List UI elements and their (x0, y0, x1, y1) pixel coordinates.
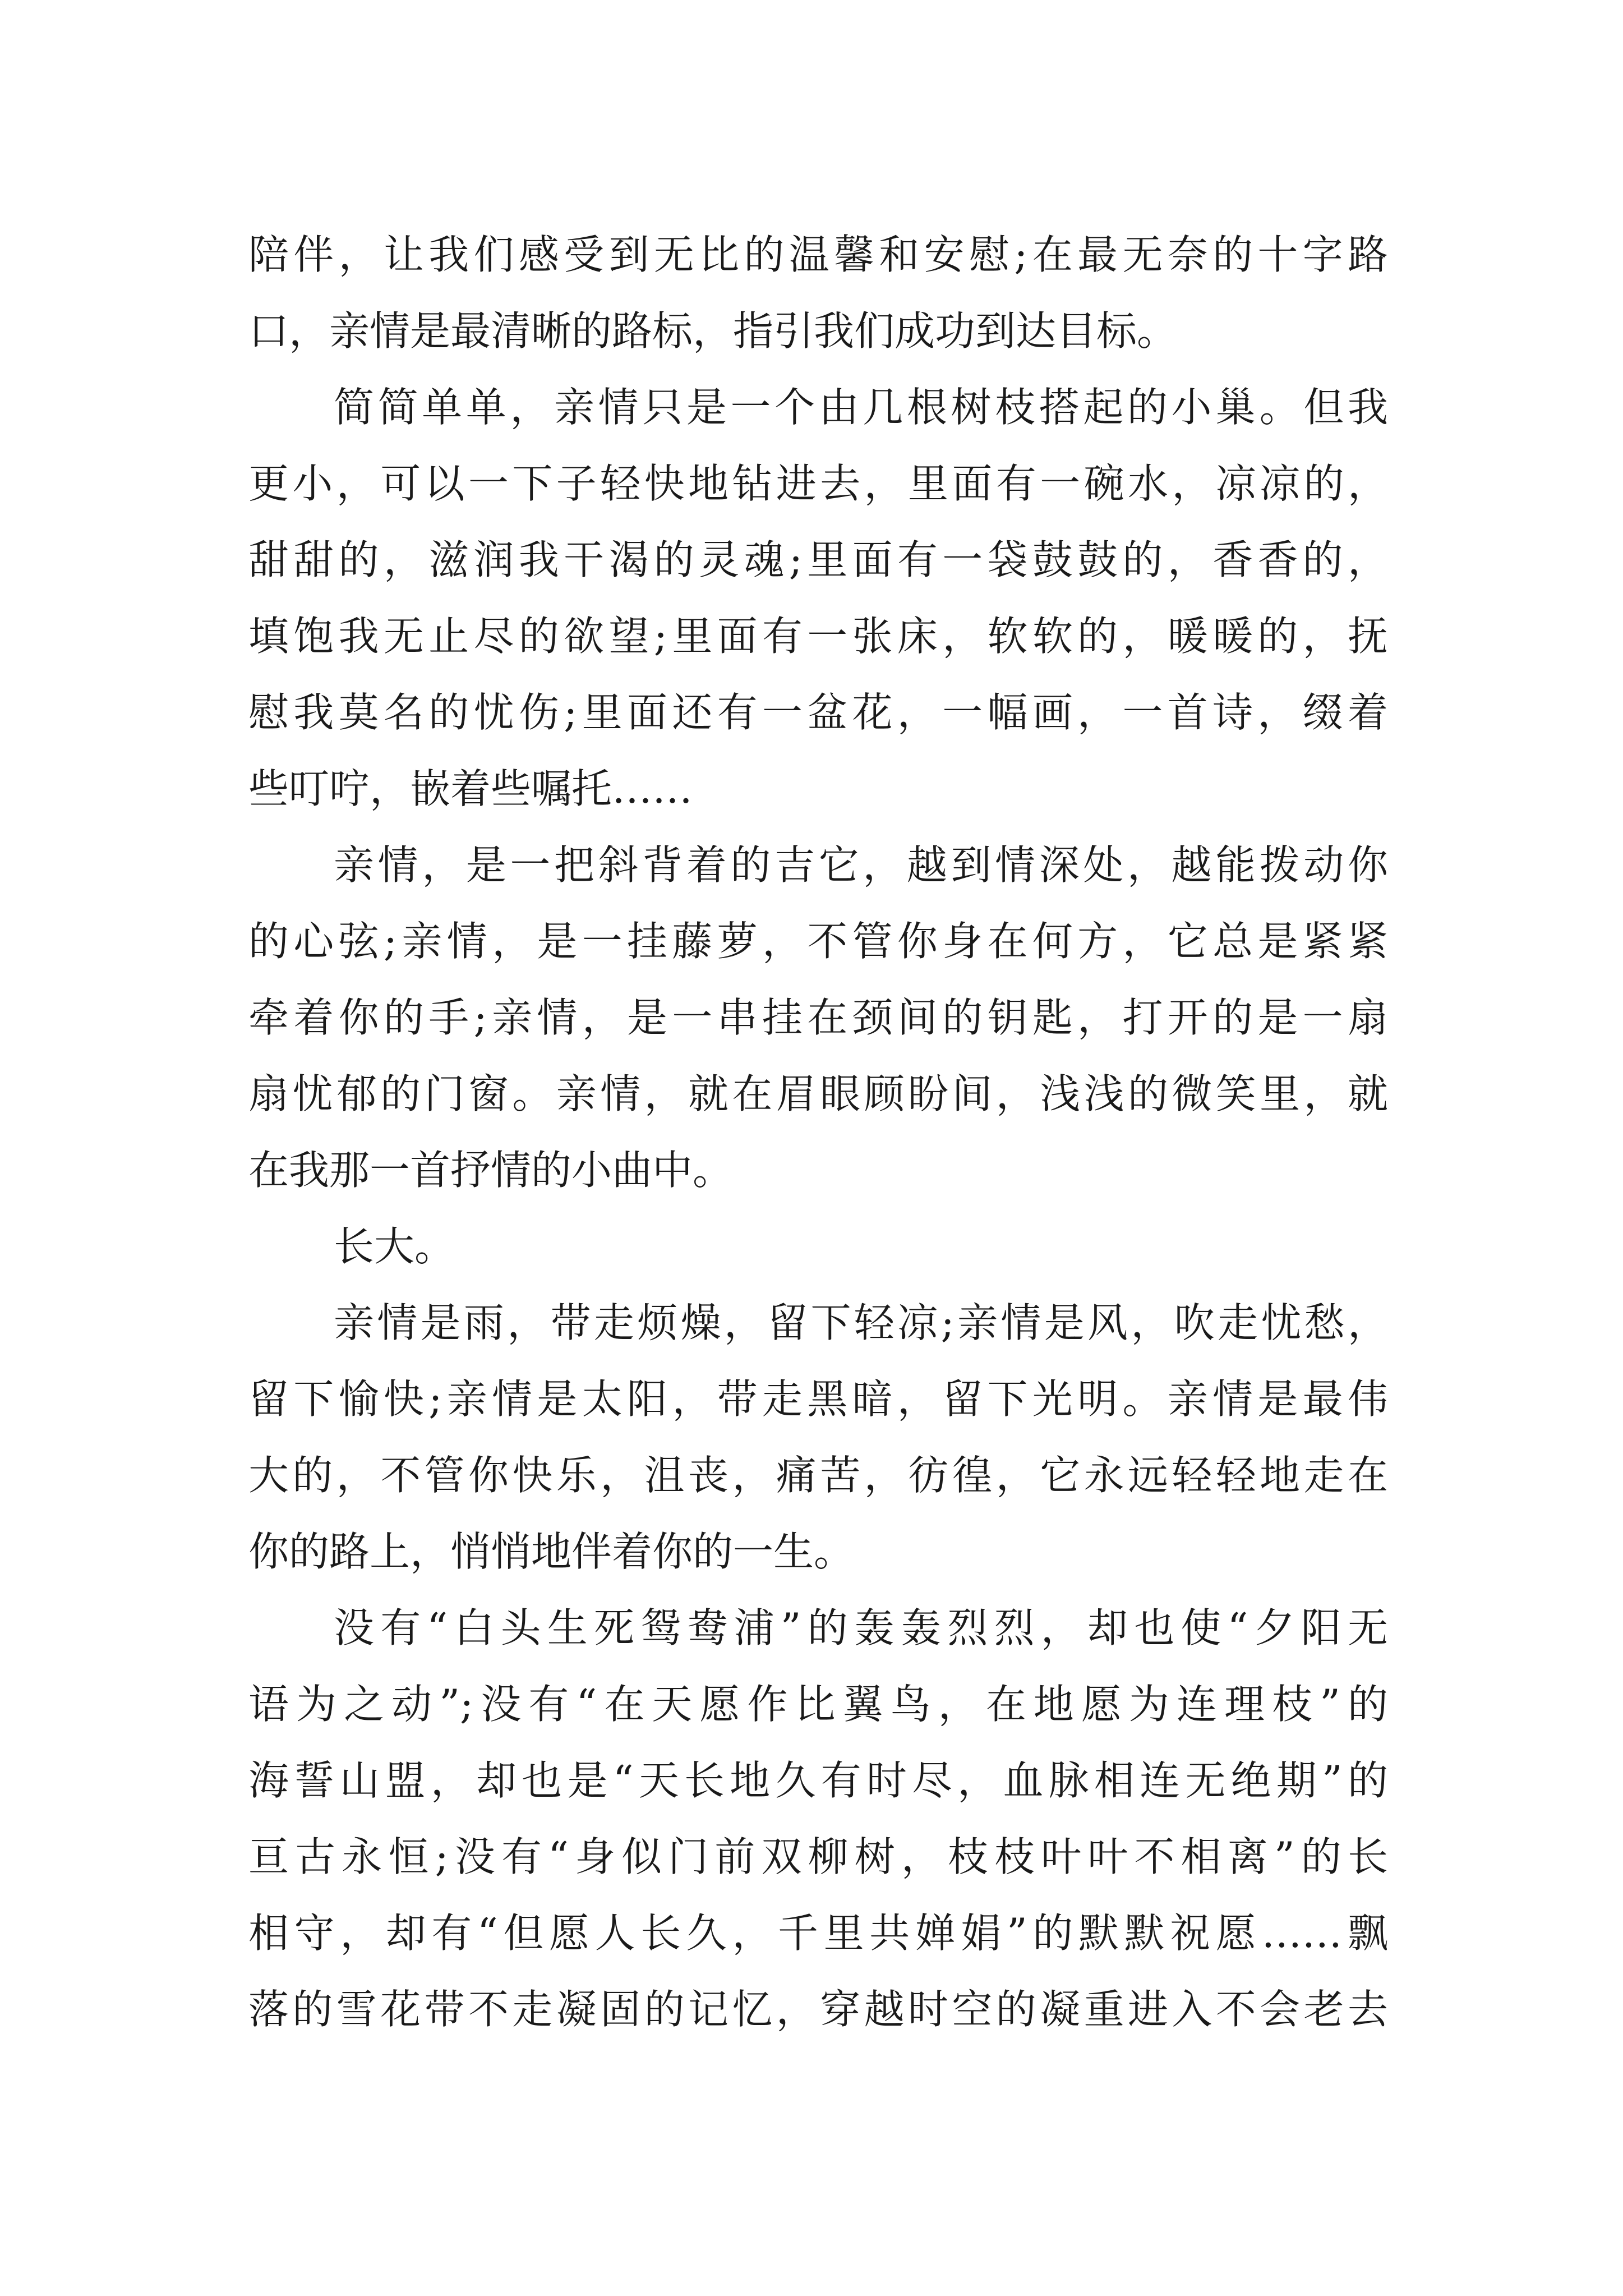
text-line: 填饱我无止尽的欲望;里面有一张床，软软的，暖暖的，抚 (248, 613, 1388, 660)
text-line: 口，亲情是最清晰的路标，指引我们成功到达目标。 (248, 307, 1178, 355)
text-line: 落的雪花带不走凝固的记忆，穿越时空的凝重进入不会老去 (248, 1986, 1388, 2033)
text-line: 没有“白头生死鸳鸯浦”的轰轰烈烈，却也使“夕阳无 (334, 1604, 1388, 1651)
text-line: 亲情是雨，带走烦燥，留下轻凉;亲情是风，吹走忧愁， (334, 1299, 1388, 1346)
text-line: 扇忧郁的门窗。亲情，就在眉眼顾盼间，浅浅的微笑里，就 (248, 1070, 1388, 1117)
text-line: 的心弦;亲情，是一挂藤萝，不管你身在何方，它总是紧紧 (248, 918, 1388, 965)
text-line: 长大。 (334, 1223, 455, 1270)
text-line: 海誓山盟，却也是“天长地久有时尽，血脉相连无绝期”的 (248, 1757, 1388, 1804)
text-line: 在我那一首抒情的小曲中。 (248, 1147, 734, 1194)
text-line: 大的，不管你快乐，沮丧，痛苦，彷徨，它永远轻轻地走在 (248, 1452, 1388, 1499)
text-line: 陪伴，让我们感受到无比的温馨和安慰;在最无奈的十字路 (248, 231, 1388, 278)
text-line: 更小，可以一下子轻快地钻进去，里面有一碗水，凉凉的， (248, 460, 1388, 507)
text-line: 语为之动”;没有“在天愿作比翼鸟，在地愿为连理枝”的 (248, 1681, 1388, 1728)
text-line: 些叮咛，嵌着些嘱托…… (248, 765, 693, 812)
text-line: 留下愉快;亲情是太阳，带走黑暗，留下光明。亲情是最伟 (248, 1375, 1388, 1423)
text-line: 你的路上，悄悄地伴着你的一生。 (248, 1528, 855, 1575)
text-line: 相守，却有“但愿人长久，千里共婵娟”的默默祝愿……飘 (248, 1910, 1388, 1957)
text-line: 亘古永恒;没有“身似门前双柳树，枝枝叶叶不相离”的长 (248, 1833, 1388, 1880)
text-line: 慰我莫名的忧伤;里面还有一盆花，一幅画，一首诗，缀着 (248, 689, 1388, 736)
text-line: 牵着你的手;亲情，是一串挂在颈间的钥匙，打开的是一扇 (248, 994, 1388, 1041)
text-line: 简简单单，亲情只是一个由几根树枝搭起的小巢。但我 (334, 384, 1388, 431)
body-text (248, 217, 1388, 2047)
text-line: 甜甜的，滋润我干渴的灵魂;里面有一袋鼓鼓的，香香的， (248, 536, 1388, 583)
text-line: 亲情，是一把斜背着的吉它，越到情深处，越能拨动你 (334, 841, 1388, 889)
